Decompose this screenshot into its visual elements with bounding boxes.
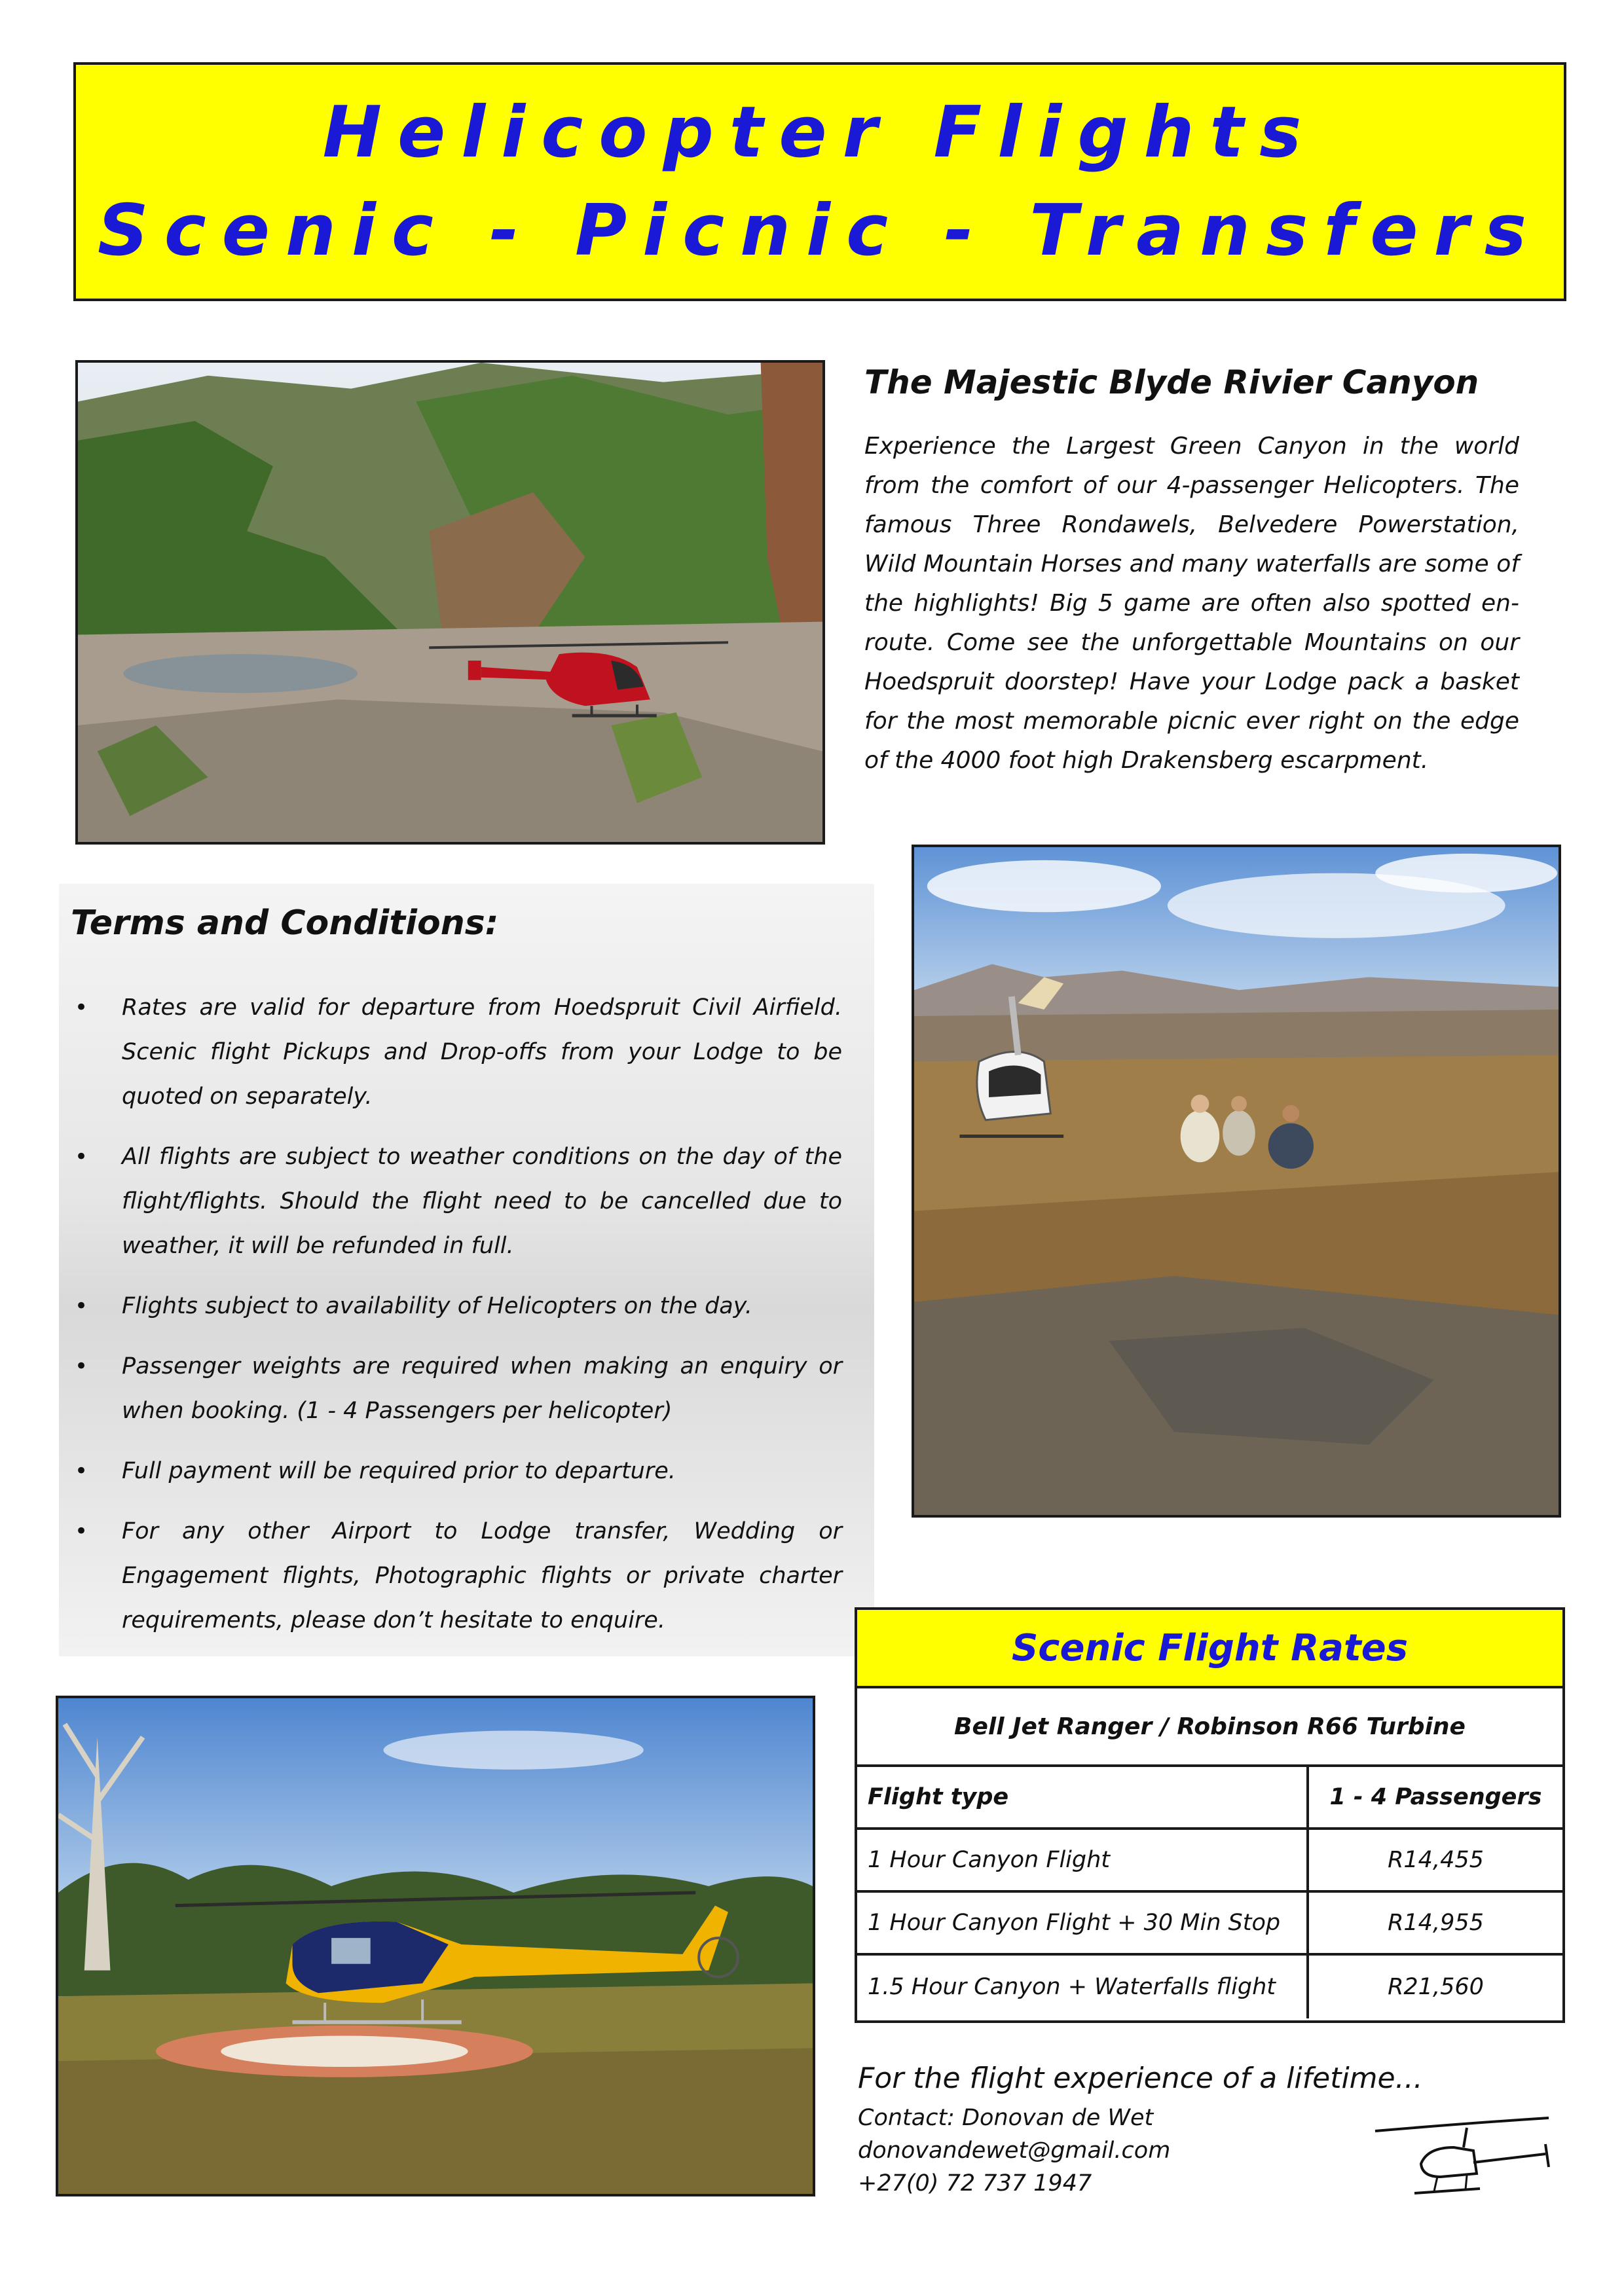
- terms-item: [71, 1509, 842, 1643]
- bullet: •: [75, 1518, 88, 1544]
- terms-item-text: For any other Airport to Lodge transfer, Wedding or Engagement flights, Photographic flights or private charter requirements, please don’t hesitate to enquire.: [122, 1518, 842, 1633]
- column-header-passengers: 1 - 4 Passengers: [1329, 1784, 1542, 1810]
- terms-item-text: All flights are subject to weather conditions on the day of the flight/flights. Should the flight need to be cancelled due to weather, it will be refunded in full.: [122, 1144, 842, 1259]
- terms-list: [71, 985, 842, 1658]
- bullet: •: [75, 1458, 88, 1484]
- canyon-red-helicopter-photo: [75, 360, 825, 845]
- flight-type-cell: 1 Hour Canyon Flight + 30 Min Stop: [857, 1893, 1309, 1953]
- contact-tagline: For the flight experience of a lifetime...: [858, 2062, 1423, 2095]
- terms-item: [71, 1344, 842, 1433]
- terms-item: [71, 1135, 842, 1268]
- price-cell: R14,455: [1388, 1847, 1484, 1873]
- contact-phone[interactable]: +27(0) 72 737 1947: [858, 2170, 1092, 2196]
- helicopter-logo-icon: [1369, 2111, 1559, 2203]
- scenic-flight-rates-table: [855, 1607, 1565, 2023]
- banner-title: Helicopter Flights: [322, 91, 1318, 173]
- contact-name: Contact: Donovan de Wet: [858, 2105, 1154, 2131]
- terms-item-text: Rates are valid for departure from Hoedspruit Civil Airfield. Scenic flight Pickups and Drop-offs from your Lodge to be quoted on separately.: [122, 994, 842, 1110]
- rates-header-row: [857, 1767, 1562, 1830]
- table-row: [857, 1830, 1562, 1893]
- terms-item-text: Flights subject to availability of Helicopters on the day.: [122, 1293, 752, 1319]
- rates-title: Scenic Flight Rates: [857, 1610, 1562, 1688]
- intro-paragraph: Experience the Largest Green Canyon in the world from the comfort of our 4-passenger Helicopters. The famous Three Rondawels, Belvedere Powerstation, Wild Mountain Horses and many waterfalls are some of the highlights! Big 5 game are often also spotted en-route. Come see the unforgettable Mountains on our Hoedspruit doorstep! Have your Lodge pack a basket for the most memorable picnic ever right on the edge of the 4000 foot high Drakensberg escarpment.: [864, 433, 1519, 774]
- flight-type-cell: 1.5 Hour Canyon + Waterfalls flight: [857, 1956, 1309, 2018]
- terms-item-text: Full payment will be required prior to departure.: [122, 1458, 676, 1484]
- terms-item-text: Passenger weights are required when making an enquiry or when booking. (1 - 4 Passengers per helicopter): [122, 1353, 842, 1424]
- banner-subtitle: Scenic - Picnic - Transfers: [97, 189, 1543, 272]
- bullet: •: [75, 1293, 88, 1319]
- rates-aircraft: Bell Jet Ranger / Robinson R66 Turbine: [857, 1688, 1562, 1767]
- price-cell: R21,560: [1388, 1974, 1484, 2000]
- table-row: [857, 1893, 1562, 1956]
- title-banner: [73, 62, 1566, 301]
- price-cell: R14,955: [1388, 1910, 1484, 1936]
- contact-block: [858, 2056, 1447, 2200]
- terms-item: [71, 1284, 842, 1328]
- escarpment-picnic-photo: [912, 845, 1561, 1518]
- terms-item: [71, 1449, 842, 1493]
- flight-type-cell: 1 Hour Canyon Flight: [857, 1830, 1309, 1890]
- table-row: [857, 1956, 1562, 2018]
- bullet: •: [75, 994, 88, 1021]
- column-header-flight-type: Flight type: [857, 1767, 1309, 1827]
- intro-title: The Majestic Blyde Rivier Canyon: [864, 363, 1479, 401]
- terms-item: [71, 985, 842, 1119]
- bullet: •: [75, 1353, 88, 1379]
- bullet: •: [75, 1144, 88, 1170]
- contact-email[interactable]: donovandewet@gmail.com: [858, 2138, 1171, 2164]
- terms-title: Terms and Conditions:: [71, 903, 499, 943]
- bushveld-helipad-photo: [56, 1696, 815, 2196]
